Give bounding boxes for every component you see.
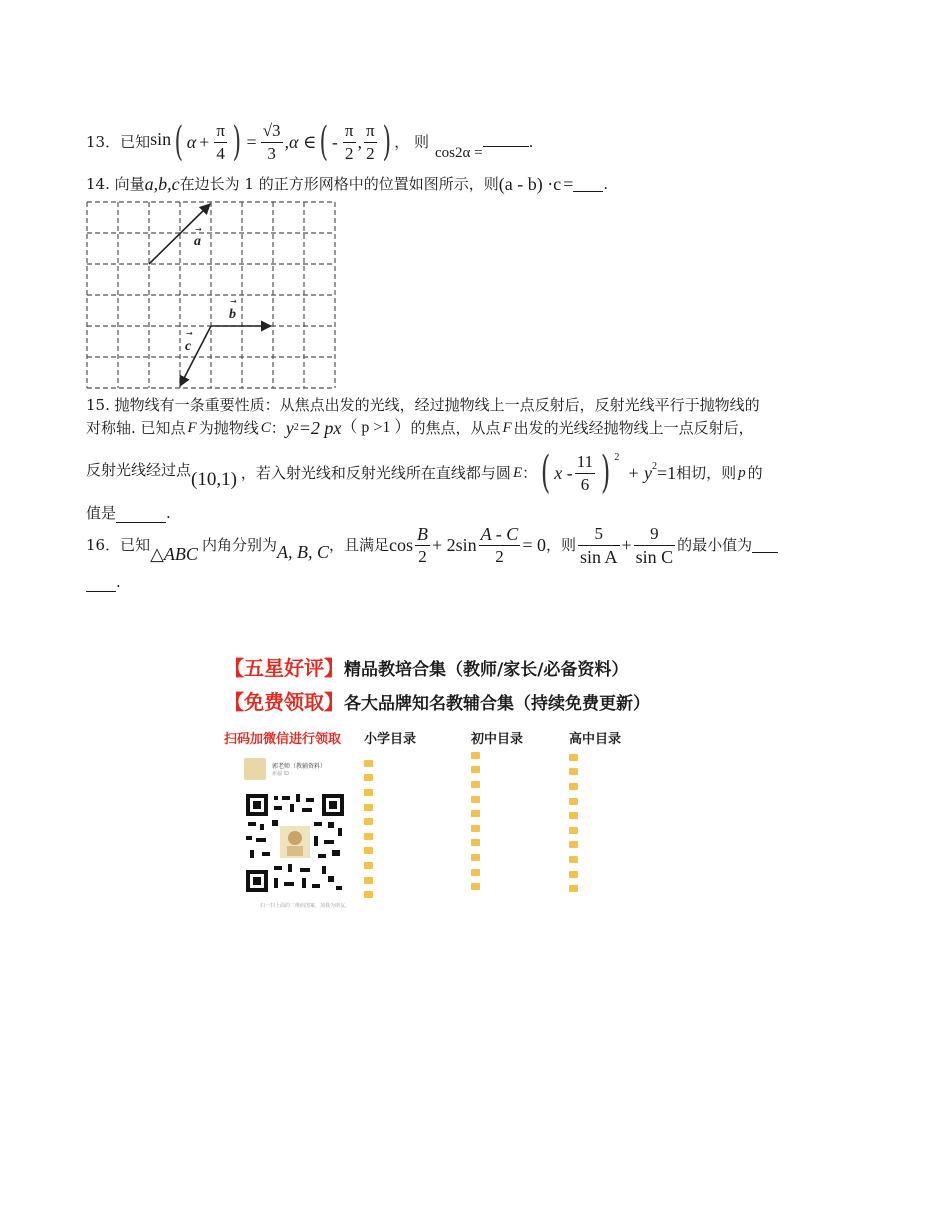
frac-den: 2 (344, 143, 354, 163)
q15-text-a: 对称轴. 已知点 (86, 419, 186, 437)
folder-item (569, 881, 669, 896)
frac-num: 5 (578, 523, 620, 546)
vector-b-label: b (229, 307, 236, 322)
folder-icon (364, 891, 373, 898)
folder-item (364, 844, 464, 859)
primary-folder-list (364, 756, 464, 906)
folder-item (364, 829, 464, 844)
q14-period: . (603, 175, 609, 193)
q14-answer-blank (573, 177, 603, 192)
folder-icon (364, 862, 373, 869)
folder-item (364, 814, 464, 829)
folder-item (471, 850, 561, 865)
q13-left-paren: ( (174, 119, 184, 165)
frac-num: π (343, 120, 356, 143)
question-14 (86, 174, 608, 194)
q13-number: 13．已知 (86, 133, 151, 151)
promo-line-1 (224, 652, 628, 681)
folder-item (569, 779, 669, 794)
folder-icon (364, 804, 373, 811)
q14-vectors: a,b,c (144, 174, 180, 194)
q15-text-e: 反射光线经过点 (86, 461, 192, 479)
q13-interval-left: ( (319, 119, 329, 165)
qr-code (244, 792, 346, 894)
promo-junior-heading: 初中目录 (471, 732, 524, 747)
folder-icon (569, 885, 578, 892)
promo-line-2-red: 【免费领取】 (224, 690, 344, 714)
folder-icon (364, 877, 373, 884)
vector-grid-figure (86, 200, 338, 390)
q16-triangle: △ABC (150, 544, 198, 564)
question-16-line-2 (86, 572, 121, 592)
folder-item (471, 748, 561, 763)
q13-comma: , (357, 132, 363, 152)
folder-item (569, 852, 669, 867)
folder-icon (569, 856, 578, 863)
q15-circle-e: E (512, 465, 523, 481)
folder-item (471, 821, 561, 836)
folder-item (471, 865, 561, 880)
q13-minus: - (331, 132, 338, 152)
folder-item (471, 777, 561, 792)
promo-line-2-black: 各大品牌知名教辅合集（持续免费更新） (344, 694, 650, 714)
q13-then: ， 则 (394, 133, 429, 151)
promo-primary-heading: 小学目录 (364, 732, 417, 747)
q15-text-g: 相切，则 (676, 464, 737, 482)
vector-c-label: c (185, 339, 192, 354)
q15-eq-square: 2 (293, 422, 299, 433)
frac-num: 11 (575, 451, 595, 474)
vector-c-hat: → (186, 329, 193, 338)
folder-icon (569, 768, 578, 775)
folder-icon (471, 839, 480, 846)
promo-line-1-red: 【五星好评】 (224, 656, 344, 680)
q15-p: p (738, 465, 746, 481)
frac-den: 2 (418, 546, 427, 566)
folder-item (569, 794, 669, 809)
q16-b-over-2 (415, 523, 430, 568)
q16-nine-over-sinc (634, 523, 676, 568)
q15-equals-one: =1 (656, 463, 677, 483)
folder-icon (569, 812, 578, 819)
folder-icon (364, 789, 373, 796)
q15-condition: （ p >1 ） (341, 419, 411, 436)
folder-icon (471, 825, 480, 832)
q16-a-minus-c-over-2 (479, 523, 521, 568)
q15-eleven-sixths (575, 451, 595, 496)
q13-right-paren: ) (232, 119, 242, 165)
frac-num: π (364, 120, 377, 143)
question-13 (86, 120, 533, 164)
frac-num: A - C (480, 523, 519, 544)
q15-text-d: 出发的光线经抛物线上一点反射后， (513, 419, 754, 437)
folder-item (364, 858, 464, 873)
q15-text-h: 的 (747, 464, 763, 482)
q15-period: . (166, 504, 171, 522)
q16-five-over-sina (578, 523, 620, 568)
folder-icon (569, 754, 578, 761)
q13-pi-over-2 (364, 120, 377, 165)
vector-b-hat: → (230, 297, 237, 306)
q13-answer-blank (483, 146, 529, 147)
q15-colon: ： (270, 419, 286, 437)
senior-folder-list (569, 750, 669, 904)
promo-senior-heading: 高中目录 (569, 732, 622, 747)
vector-c-arrow (180, 326, 211, 386)
q16-period: . (116, 573, 121, 591)
promo-contact-card (244, 756, 354, 782)
folder-item (569, 867, 669, 882)
vector-a-hat: → (195, 225, 202, 234)
folder-item (471, 879, 561, 894)
junior-folder-list (471, 748, 561, 906)
grid-lines (87, 202, 335, 388)
folder-icon (569, 827, 578, 834)
q13-alpha-in: ,α ∈ (284, 132, 317, 152)
q13-sin: sin (150, 129, 172, 149)
frac-den: sin A (579, 546, 618, 567)
q16-plus: + (621, 535, 632, 555)
frac-den: 4 (216, 143, 225, 163)
frac-den: 3 (267, 143, 276, 163)
frac-den: 2 (495, 546, 504, 566)
folder-item (364, 873, 464, 888)
question-15-line-2 (86, 418, 754, 438)
folder-item (364, 785, 464, 800)
q15-point-f: F (187, 420, 197, 436)
vector-a-label: a (194, 234, 201, 249)
q13-alpha: α (186, 132, 197, 152)
q16-number: 16．已知 (86, 536, 151, 554)
folder-item (569, 808, 669, 823)
folder-icon (364, 818, 373, 825)
folder-item (569, 750, 669, 765)
folder-item (364, 800, 464, 815)
q15-plus-y: + y (627, 463, 652, 483)
question-15-line-1: 15. 抛物线有一条重要性质：从焦点出发的光线，经过抛物线上一点反射后，反射光线平行于抛物线的 (86, 396, 760, 414)
folder-icon (471, 781, 480, 788)
folder-item (471, 836, 561, 851)
q13-pi-over-4 (214, 120, 227, 165)
folder-icon (471, 869, 480, 876)
folder-icon (364, 847, 373, 854)
q15-value-is: 值是 (86, 504, 117, 522)
q15-text-c: 的焦点，从点 (410, 419, 501, 437)
folder-icon (471, 796, 480, 803)
q16-equals-zero: = 0 (522, 535, 546, 555)
q16-text-c: ，则 (545, 536, 576, 554)
folder-icon (569, 798, 578, 805)
frac-num: π (214, 120, 227, 143)
frac-den: 2 (366, 143, 375, 163)
q14-equals: = (563, 174, 574, 194)
q16-angles: A, B, C (276, 542, 329, 562)
folder-icon (471, 883, 480, 890)
folder-icon (471, 766, 480, 773)
q16-plus-2sin: + 2sin (431, 535, 477, 555)
q14-intro: 14. 向量 (86, 175, 145, 193)
q13-interval-right: ) (382, 119, 391, 165)
folder-icon (569, 783, 578, 790)
q13-neg-pi-over-2 (343, 120, 356, 165)
q15-text-f: ，若入射光线和反射光线所在直线都与圆 (240, 464, 511, 482)
frac-num: 9 (634, 523, 676, 546)
folder-item (569, 838, 669, 853)
promo-banner (224, 652, 674, 912)
folder-item (364, 887, 464, 902)
q16-answer-blank-cont (86, 577, 116, 592)
q16-text-b: ，且满足 (328, 536, 389, 554)
q15-curve-c: C (260, 420, 271, 436)
q13-equals: = (246, 132, 257, 152)
folder-item (569, 765, 669, 780)
q15-paren-left: ( (540, 447, 551, 498)
q14-expression: (a - b) ·c (498, 174, 562, 194)
folder-icon (364, 833, 373, 840)
q16-cos: cos (388, 535, 413, 555)
qr-caption: 扫一扫上面的二维码图案，加我为朋友。 (260, 903, 351, 909)
question-15-line-3 (86, 448, 763, 498)
frac-den: 6 (580, 474, 590, 494)
promo-line-2 (224, 686, 650, 715)
folder-item (364, 756, 464, 771)
folder-icon (569, 841, 578, 848)
contact-name: 郭老师（教辅资料） (272, 763, 327, 770)
q15-text-b: 为抛物线 (198, 419, 259, 437)
q13-sqrt3-over-3 (261, 120, 283, 165)
folder-item (364, 771, 464, 786)
folder-item (471, 763, 561, 778)
folder-icon (364, 774, 373, 781)
q13-period: . (528, 133, 534, 151)
q15-x-minus: x - (554, 463, 573, 483)
promo-scan-label: 扫码加微信进行领取 (224, 732, 342, 747)
q15-y-square: 2 (651, 461, 657, 472)
folder-item (569, 823, 669, 838)
frac-den: sin C (635, 546, 674, 567)
contact-region: 新疆 ID (272, 771, 289, 777)
q16-text-d: 的最小值为 (677, 536, 753, 554)
frac-num: √3 (261, 120, 283, 143)
question-16 (86, 520, 778, 570)
promo-line-1-black: 精品教培合集（教师/家长/必备资料） (344, 660, 629, 680)
q14-text: 在边长为 1 的正方形网格中的位置如图所示，则 (179, 175, 499, 193)
folder-icon (364, 760, 373, 767)
q13-cos2a: cos2α = (435, 145, 483, 161)
q15-point-f-2: F (502, 420, 512, 436)
q15-paren-right: ) (601, 447, 611, 498)
q16-text-a: 内角分别为 (201, 536, 277, 554)
q15-square: 2 (614, 452, 620, 463)
folder-item (471, 792, 561, 807)
q15-colon-2: ： (522, 464, 538, 482)
q15-point: (10,1) (191, 469, 237, 490)
folder-icon (471, 854, 480, 861)
folder-icon (471, 752, 480, 759)
q15-eq-y: y (285, 418, 294, 438)
q15-eq-rhs: =2 px (298, 418, 342, 438)
q16-answer-blank (752, 538, 778, 553)
folder-icon (471, 810, 480, 817)
q13-plus: + (199, 132, 210, 152)
folder-item (471, 806, 561, 821)
folder-icon (569, 871, 578, 878)
contact-avatar (244, 758, 266, 780)
frac-num: B (416, 523, 428, 544)
